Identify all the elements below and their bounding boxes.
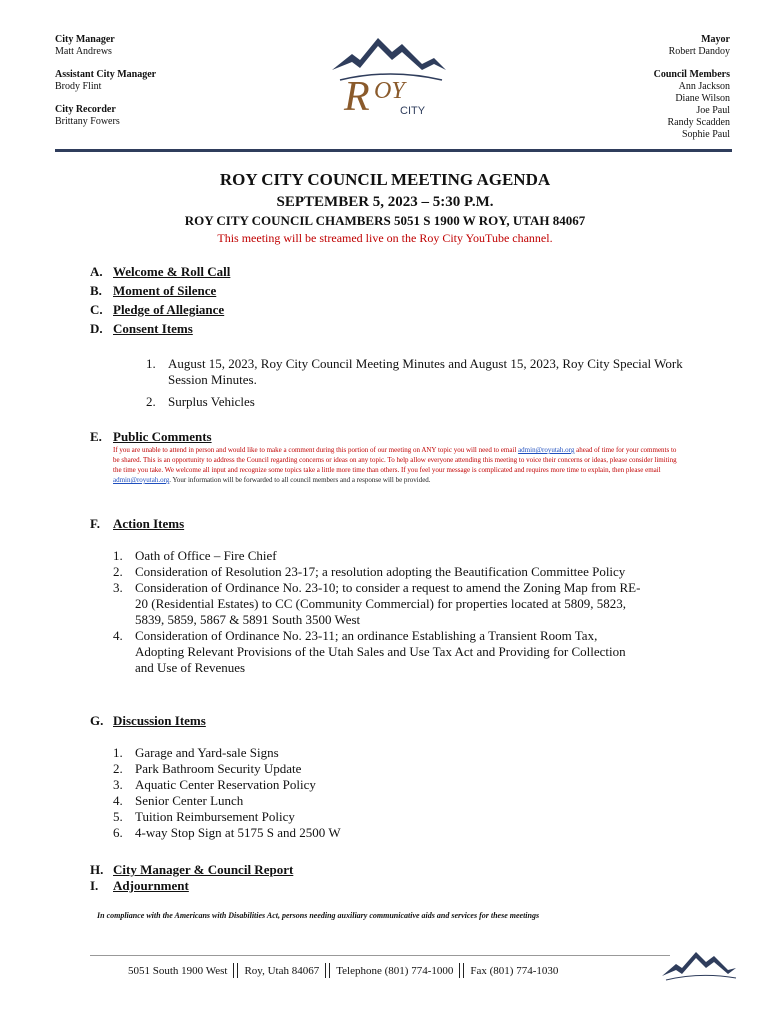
section-heading: Welcome & Roll Call xyxy=(113,264,231,279)
ada-notice: In compliance with the Americans with Disabilities Act, persons needing auxiliary communicative aids and services for these meetings xyxy=(97,911,540,920)
person-name: Randy Scadden xyxy=(667,117,730,128)
footer-city: Roy, Utah 84067 xyxy=(244,964,320,977)
footer-separator xyxy=(459,963,464,978)
list-item: 4. Consideration of Ordinance No. 23-11; an ordinance Establishing a Transient Room Tax, Adopting Relevant Provisions of the Utah Sales and Use Tax Act and Providing for Collection and Use of Revenues xyxy=(113,628,626,675)
discussion-items-list xyxy=(113,745,693,841)
footer-address: 5051 South 1900 West xyxy=(128,964,228,977)
stream-note: This meeting will be streamed live on the Roy City YouTube channel. xyxy=(217,231,553,245)
section-heading: Adjournment xyxy=(113,878,189,893)
person-name: Ann Jackson xyxy=(678,81,730,92)
meeting-date: SEPTEMBER 5, 2023 – 5:30 P.M. xyxy=(276,194,494,210)
section-b xyxy=(90,283,216,299)
assistant-city-manager xyxy=(55,69,156,93)
footer-separator xyxy=(325,963,330,978)
person-name: Joe Paul xyxy=(696,105,730,116)
section-letter: A. xyxy=(90,264,103,279)
footer-phone: Telephone (801) 774-1000 xyxy=(336,964,454,977)
list-item: 2. Consideration of Resolution 23-17; a resolution adopting the Beautification Committee Policy xyxy=(113,564,626,579)
section-letter: H. xyxy=(90,862,104,877)
mountain-icon xyxy=(332,38,446,70)
person-name: Diane Wilson xyxy=(675,93,730,104)
logo-city: CITY xyxy=(400,105,426,117)
role-label: City Manager xyxy=(55,34,115,45)
section-letter: B. xyxy=(90,283,102,298)
list-item: 1. August 15, 2023, Roy City Council Meeting Minutes and August 15, 2023, Roy City Special Work Session Minutes. xyxy=(146,356,683,387)
section-heading: Pledge of Allegiance xyxy=(113,302,225,317)
list-item: 6. 4-way Stop Sign at 5175 S and 2500 W xyxy=(113,825,341,840)
section-heading: City Manager & Council Report xyxy=(113,862,294,877)
logo-oy: OY xyxy=(374,78,405,104)
city-recorder xyxy=(55,104,156,128)
footer-fax: Fax (801) 774-1030 xyxy=(470,964,559,977)
agenda-title: ROY CITY COUNCIL MEETING AGENDA xyxy=(219,170,551,189)
section-letter: C. xyxy=(90,302,103,317)
list-item: 2. Surplus Vehicles xyxy=(146,394,255,409)
staff-list xyxy=(55,34,156,139)
elected-officials xyxy=(654,34,730,141)
meeting-location: ROY CITY COUNCIL CHAMBERS 5051 S 1900 W ROY, UTAH 84067 xyxy=(184,213,586,228)
mountain-icon xyxy=(660,948,738,984)
public-comment-notice: If you are unable to attend in person and would like to make a comment during this portion of our meeting on ANY topic you will need to email admin@royutah.org ahead of time for your comments to be shared. This is an opportunity to address the Council regarding concerns or ideas on any topic. To help allow everyone attending this meeting to voice their concerns or ideas, please consider limiting the time you take. We welcome all input and recognize some topics take a little more time than others. If you feel your message is complicated and requires more time to explain, then please email admin@royutah.org. Your information will be forwarded to all council members and a response will be provided. xyxy=(113,446,677,484)
council-members xyxy=(654,69,730,141)
list-item: 1. Garage and Yard-sale Signs xyxy=(113,745,279,760)
section-letter: D. xyxy=(90,321,103,336)
section-e xyxy=(90,429,212,445)
role-label: Assistant City Manager xyxy=(55,69,157,80)
section-f xyxy=(90,516,184,532)
footer-divider xyxy=(90,955,670,956)
list-item: 1. Oath of Office – Fire Chief xyxy=(113,548,277,563)
list-item: 5. Tuition Reimbursement Policy xyxy=(113,809,295,824)
roy-city-logo xyxy=(330,30,448,126)
logo-r: R xyxy=(344,74,370,120)
list-item: 4. Senior Center Lunch xyxy=(113,793,244,808)
section-heading: Moment of Silence xyxy=(113,283,217,298)
section-letter: E. xyxy=(90,429,102,444)
section-i xyxy=(90,878,189,894)
list-item: 3. Consideration of Ordinance No. 23-10; to consider a request to amend the Zoning Map from RE-20 (Residential Estates) to CC (Community Commercial) for properties located at 5809, 5823, 5839, 5859, 5867 & 5891 South 3500 West xyxy=(113,580,641,627)
section-a xyxy=(90,264,230,280)
section-letter: I. xyxy=(90,878,99,893)
person-name: Brody Flint xyxy=(55,81,102,92)
email-link[interactable]: admin@royutah.org xyxy=(518,446,575,454)
person-name: Sophie Paul xyxy=(681,129,730,140)
section-letter: G. xyxy=(90,713,104,728)
list-item: 2. Park Bathroom Security Update xyxy=(113,761,302,776)
section-heading: Action Items xyxy=(113,516,185,531)
person-name: Brittany Fowers xyxy=(55,116,120,127)
action-items-list xyxy=(113,548,693,676)
section-c xyxy=(90,302,224,318)
consent-items-list xyxy=(146,356,686,410)
list-item: 3. Aquatic Center Reservation Policy xyxy=(113,777,316,792)
footer-contact xyxy=(128,963,558,978)
role-label: City Recorder xyxy=(55,104,116,115)
section-heading: Discussion Items xyxy=(113,713,206,728)
mayor xyxy=(654,34,730,58)
section-letter: F. xyxy=(90,516,100,531)
header-divider xyxy=(55,149,732,152)
section-d xyxy=(90,321,193,337)
section-g xyxy=(90,713,206,729)
footer-separator xyxy=(233,963,238,978)
role-label: Council Members xyxy=(653,69,730,80)
section-h xyxy=(90,862,293,878)
city-manager xyxy=(55,34,156,58)
email-link[interactable]: admin@royutah.org xyxy=(113,476,170,484)
person-name: Robert Dandoy xyxy=(668,46,730,57)
person-name: Matt Andrews xyxy=(55,46,112,57)
section-heading: Public Comments xyxy=(113,429,212,444)
role-label: Mayor xyxy=(701,34,730,45)
section-heading: Consent Items xyxy=(113,321,193,336)
